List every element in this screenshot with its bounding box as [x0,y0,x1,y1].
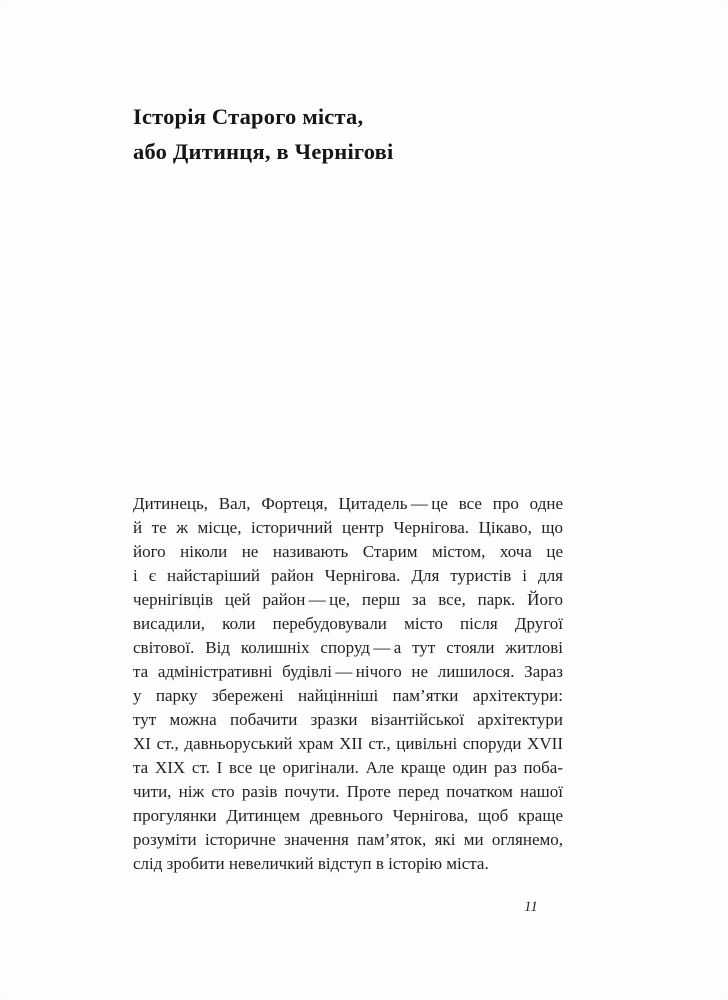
page-number: 11 [524,899,538,915]
text-line: Дитинець, Вал, Фортеця, Цитадель — це все про одне [133,494,563,513]
text-line: слід зробити невеличкий відступ в історію міста. [133,854,489,873]
text-line: у парку збережені найцінніші пам’ятки архітектури: [133,686,563,705]
text-line: чернігівців цей район — це, перш за все, парк. Його [133,590,563,609]
chapter-title-line-1: Історія Старого міста, [133,104,364,129]
text-line: та XIX ст. І все це оригінали. Але краще один раз поба- [133,758,563,777]
text-line: і є найстаріший район Чернігова. Для туристів і для [133,566,563,585]
text-line: тут можна побачити зразки візантійської архітектури [133,710,563,729]
text-line: розуміти історичне значення пам’яток, які ми оглянемо, [133,830,563,849]
text-line: його ніколи не називають Старим містом, хоча це [133,542,563,561]
text-line: висадили, коли перебудовували місто після Другої [133,614,563,633]
chapter-title [133,99,593,169]
text-line: та адміністративні будівлі — нічого не лишилося. Зараз [133,662,563,681]
text-line: й те ж місце, історичний центр Чернігова. Цікаво, що [133,518,563,537]
text-line: прогулянки Дитинцем древнього Чернігова, щоб краще [133,806,563,825]
text-line: світової. Від колишніх споруд — а тут стояли житлові [133,638,563,657]
chapter-title-line-2: або Дитинця, в Чернігові [133,139,394,164]
text-line: чити, ніж сто разів почути. Проте перед початком нашої [133,782,563,801]
text-line: XI ст., давньоруський храм XII ст., цивільні споруди XVII [133,734,563,753]
body-paragraph [133,492,563,876]
